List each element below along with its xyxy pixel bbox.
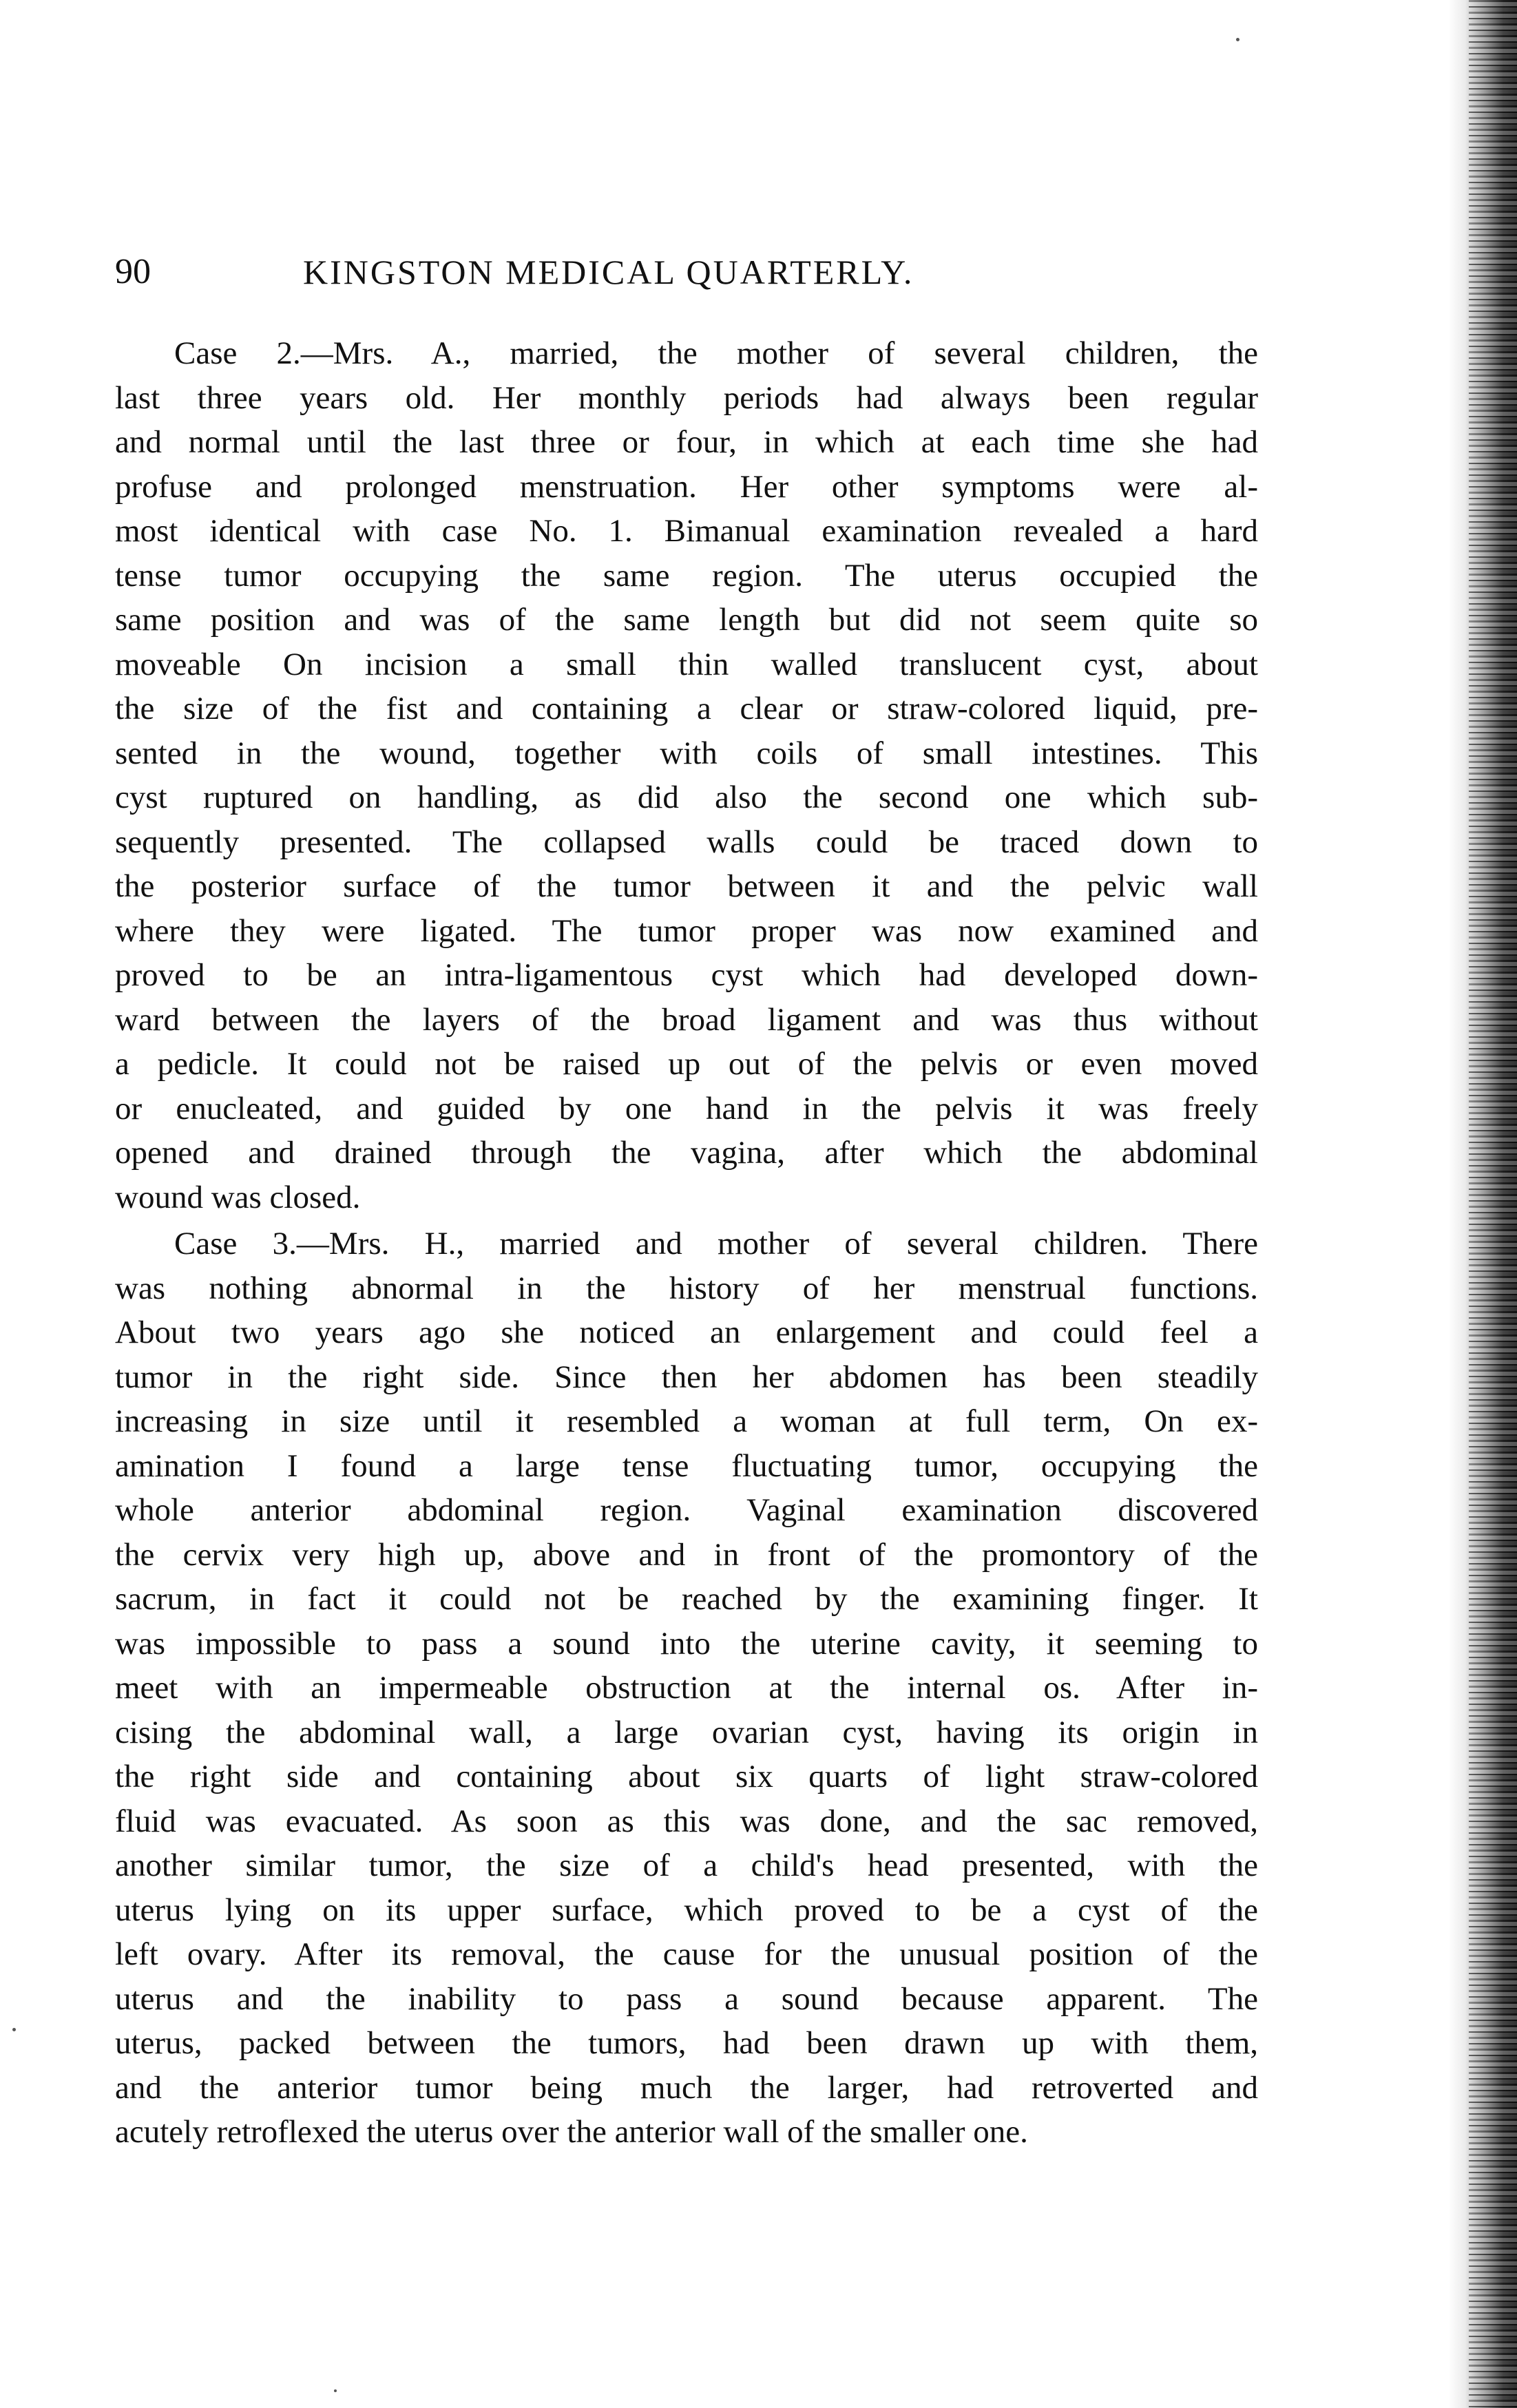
text-line: the posterior surface of the tumor between it and the pelvic wall [115, 868, 1258, 904]
text-line: acutely retroflexed the uterus over the anterior wall of the smaller one. [115, 2114, 1028, 2150]
text-line: sequently presented. The collapsed walls could be traced down to [115, 824, 1258, 860]
text-line: proved to be an intra-ligamentous cyst which had developed down- [115, 957, 1258, 993]
scan-speck [334, 2389, 337, 2392]
scanned-book-edge [1448, 0, 1517, 2408]
text-line: uterus lying on its upper surface, which proved to be a cyst of the [115, 1892, 1258, 1928]
text-line: most identical with case No. 1. Bimanual examination revealed a hard [115, 513, 1258, 549]
text-line: and normal until the last three or four, in which at each time she had [115, 424, 1258, 460]
text-line: sented in the wound, together with coils of small intestines. This [115, 735, 1258, 771]
page-header [115, 248, 1079, 296]
text-line: uterus and the inability to pass a sound because apparent. The [115, 1980, 1258, 2017]
text-line: amination I found a large tense fluctuating tumor, occupying the [115, 1447, 1258, 1484]
text-line: and the anterior tumor being much the larger, had retroverted and [115, 2069, 1258, 2106]
text-line: tense tumor occupying the same region. The uterus occupied the [115, 557, 1258, 594]
text-line: cyst ruptured on handling, as did also the second one which sub- [115, 779, 1258, 815]
text-line: Case 3.—Mrs. H., married and mother of several children. There [174, 1226, 1258, 1261]
text-line: was nothing abnormal in the history of her menstrual functions. [115, 1270, 1258, 1306]
text-line: uterus, packed between the tumors, had been drawn up with them, [115, 2025, 1258, 2061]
text-line: Case 2.—Mrs. A., married, the mother of several children, the [174, 335, 1258, 371]
text-line: or enucleated, and guided by one hand in the pelvis it was freely [115, 1090, 1258, 1127]
text-line: was impossible to pass a sound into the uterine cavity, it seeming to [115, 1625, 1258, 1662]
text-line: About two years ago she noticed an enlargement and could feel a [115, 1315, 1258, 1350]
text-line: sacrum, in fact it could not be reached by the examining finger. It [115, 1581, 1258, 1617]
text-line: ward between the layers of the broad ligament and was thus without [115, 1001, 1258, 1038]
text-line: same position and was of the same length but did not seem quite so [115, 602, 1258, 638]
body-text [115, 331, 1258, 2157]
scan-speck [12, 2028, 16, 2031]
text-line: moveable On incision a small thin walled translucent cyst, about [115, 646, 1258, 682]
running-title: KINGSTON MEDICAL QUARTERLY. [303, 253, 914, 291]
text-line: wound was closed. [115, 1179, 361, 1215]
text-line: whole anterior abdominal region. Vaginal examination discovered [115, 1492, 1258, 1528]
text-line: where they were ligated. The tumor proper was now examined and [115, 912, 1258, 949]
text-line: the size of the fist and containing a clear or straw-colored liquid, pre- [115, 691, 1258, 726]
text-line: left ovary. After its removal, the cause for the unusual position of the [115, 1936, 1258, 1972]
text-line: a pedicle. It could not be raised up out of the pelvis or even moved [115, 1046, 1258, 1082]
text-line: tumor in the right side. Since then her abdomen has been steadily [115, 1359, 1258, 1395]
paragraph-case-3 [115, 1222, 1258, 2155]
text-line: meet with an impermeable obstruction at the internal os. After in- [115, 1670, 1258, 1706]
text-line: increasing in size until it resembled a woman at full term, On ex- [115, 1403, 1258, 1439]
text-line: the cervix very high up, above and in front of the promontory of the [115, 1536, 1258, 1573]
paragraph-case-2 [115, 331, 1258, 1219]
text-line: fluid was evacuated. As soon as this was done, and the sac removed, [115, 1803, 1258, 1839]
text-line: profuse and prolonged menstruation. Her other symptoms were al- [115, 468, 1258, 505]
page-number: 90 [115, 252, 151, 291]
text-line: another similar tumor, the size of a child's head presented, with the [115, 1847, 1258, 1883]
text-line: last three years old. Her monthly periods had always been regular [115, 379, 1258, 416]
text-line: the right side and containing about six quarts of light straw-colored [115, 1759, 1258, 1794]
scan-speck [1236, 38, 1239, 41]
text-line: opened and drained through the vagina, after which the abdominal [115, 1135, 1258, 1171]
text-line: cising the abdominal wall, a large ovarian cyst, having its origin in [115, 1714, 1258, 1750]
